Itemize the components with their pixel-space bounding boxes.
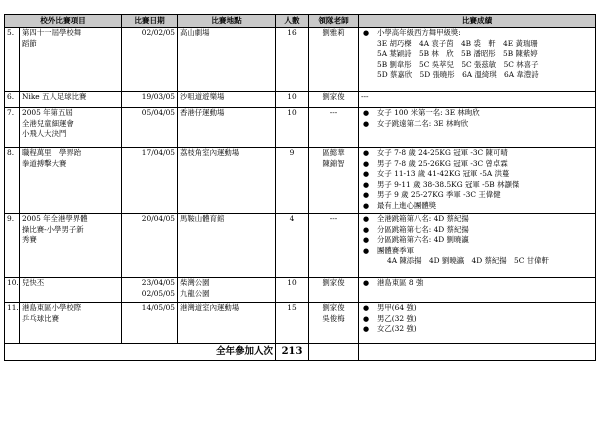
event-name-line: Nike 五人足球比賽 bbox=[22, 92, 87, 101]
teacher-name: 劉家俊 bbox=[322, 92, 345, 101]
event-name-cell bbox=[20, 92, 122, 108]
event-name-line: 兒快丕 bbox=[22, 278, 45, 287]
event-name-cell bbox=[20, 214, 122, 278]
teacher-cell bbox=[309, 148, 359, 214]
participant-count: 10 bbox=[276, 108, 309, 148]
teacher-cell bbox=[309, 278, 359, 303]
total-empty-results bbox=[359, 344, 596, 361]
result-text-line: 5A 葉穎詩 5B 林 欣 5B 潘昭彤 5B 陳紫婷 bbox=[377, 49, 538, 58]
participant-count: 4 bbox=[276, 214, 309, 278]
participant-count: 16 bbox=[276, 28, 309, 92]
total-label: 全年參加人次 bbox=[5, 344, 276, 361]
result-text-line: 3E 胡巧榤 4A 袁子茵 4B 裘 軒 4E 黃瑞珊 bbox=[377, 38, 538, 48]
venue-line: 沙咀道遊樂場 bbox=[180, 92, 225, 101]
row-number: 5. bbox=[5, 28, 20, 92]
event-name-line: 2005 年全港學界體 bbox=[22, 214, 88, 223]
date-line: 14/05/05 bbox=[141, 303, 175, 312]
result-bullet-item: ● 女子 100 米第一名: 3E 林昫欣 bbox=[361, 108, 593, 119]
row-number: 6. bbox=[5, 92, 20, 108]
event-name-line: 秀賽 bbox=[22, 235, 37, 244]
date-line: 17/04/05 bbox=[141, 148, 175, 157]
teacher-name: 劉雅莉 bbox=[322, 28, 345, 37]
results-cell bbox=[359, 108, 596, 148]
results-cell bbox=[359, 92, 596, 108]
competition-records-table bbox=[4, 14, 596, 361]
header-results: 比賽成績 bbox=[359, 15, 596, 28]
total-row bbox=[5, 344, 596, 361]
table-row bbox=[5, 303, 596, 344]
result-text-line: 5B 劉韋彤 5C 吳萃兒 5C 張茲敏 5C 林喜子 bbox=[377, 59, 539, 69]
header-date: 比賽日期 bbox=[122, 15, 178, 28]
teacher-cell bbox=[309, 28, 359, 92]
result-bullet-item: ● 男子 7-8 歲 25-26KG 冠軍 -3C 曾卓霖 bbox=[361, 159, 593, 170]
venue-cell bbox=[178, 28, 276, 92]
venue-line: 柴灣公園 bbox=[180, 278, 210, 287]
venue-cell bbox=[178, 148, 276, 214]
results-cell bbox=[359, 303, 596, 344]
result-bullet-item: ● 港島東區 8 強 bbox=[361, 278, 593, 289]
table-body bbox=[5, 28, 596, 361]
event-name-cell bbox=[20, 148, 122, 214]
event-name-line: 乒乓球比賽 bbox=[22, 313, 59, 323]
date-line: 02/02/05 bbox=[141, 28, 175, 37]
result-bullet-item: ● 女子 7-8 歲 24-25KG 冠軍 -3C 陳可晴 bbox=[361, 148, 593, 159]
event-name-line: 港島東區小學校際 bbox=[22, 303, 82, 312]
result-text-line: --- bbox=[361, 92, 369, 101]
date-line: 05/04/05 bbox=[141, 108, 175, 117]
event-name-line: 2005 年第五屆 bbox=[22, 108, 73, 117]
results-cell bbox=[359, 278, 596, 303]
date-cell bbox=[122, 92, 178, 108]
teacher-name: --- bbox=[329, 214, 338, 223]
results-cell bbox=[359, 28, 596, 92]
venue-cell bbox=[178, 214, 276, 278]
date-cell bbox=[122, 28, 178, 92]
result-bullet-item: ● 小學高年級西方舞甲級獎: bbox=[361, 28, 593, 39]
participant-count: 10 bbox=[276, 92, 309, 108]
teacher-cell bbox=[309, 303, 359, 344]
result-bullet-item: ● 團體賽季軍 bbox=[361, 246, 593, 257]
header-count: 人數 bbox=[276, 15, 309, 28]
venue-line: 荔枝角室內運動場 bbox=[180, 148, 240, 157]
result-bullet-item: ● 女子跳遠第二名: 3E 林昫欣 bbox=[361, 119, 593, 130]
date-cell bbox=[122, 148, 178, 214]
venue-cell bbox=[178, 278, 276, 303]
event-name-line: 第四十一屆學校舞 bbox=[22, 28, 82, 37]
result-text-line: 5D 蔡嘉欣 5D 張曉彤 6A 溫綺琪 6A 韋澧詩 bbox=[377, 70, 539, 79]
event-name-cell bbox=[20, 108, 122, 148]
venue-cell bbox=[178, 92, 276, 108]
date-line: 23/04/05 bbox=[141, 278, 175, 287]
table-header-row bbox=[5, 15, 596, 28]
date-cell bbox=[122, 278, 178, 303]
header-venue: 比賽地點 bbox=[178, 15, 276, 28]
teacher-name: 吳俊梅 bbox=[322, 313, 345, 323]
participant-count: 9 bbox=[276, 148, 309, 214]
result-bullet-item: ● 男甲(64 強) bbox=[361, 303, 593, 314]
venue-cell bbox=[178, 108, 276, 148]
table-row bbox=[5, 148, 596, 214]
table-row bbox=[5, 108, 596, 148]
date-cell bbox=[122, 303, 178, 344]
event-name-line: 蹈節 bbox=[22, 38, 37, 48]
row-number: 10. bbox=[5, 278, 20, 303]
event-name-line: 職程萬里 學界跆 bbox=[22, 148, 82, 157]
result-bullet-item: ● 女子 11-13 歲 41-42KG 冠軍 -5A 洪蔓 bbox=[361, 169, 593, 180]
venue-cell bbox=[178, 303, 276, 344]
venue-line: 九龍公園 bbox=[180, 288, 210, 298]
result-bullet-item: ● 女乙(32 強) bbox=[361, 324, 593, 335]
table-row bbox=[5, 214, 596, 278]
venue-line: 港灣道室內運動場 bbox=[180, 303, 240, 312]
venue-line: 香港仔運動場 bbox=[180, 108, 225, 117]
participant-count: 10 bbox=[276, 278, 309, 303]
event-name-cell bbox=[20, 303, 122, 344]
table-row bbox=[5, 92, 596, 108]
result-bullet-item: ● 最有上進心團體獎 bbox=[361, 201, 593, 212]
venue-line: 高山劇場 bbox=[180, 28, 210, 37]
results-cell bbox=[359, 148, 596, 214]
row-number: 11. bbox=[5, 303, 20, 344]
date-line: 19/03/05 bbox=[141, 92, 175, 101]
teacher-name: 劉家俊 bbox=[322, 278, 345, 287]
results-cell bbox=[359, 214, 596, 278]
result-bullet-item: ● 男乙(32 強) bbox=[361, 314, 593, 325]
participant-count: 15 bbox=[276, 303, 309, 344]
row-number: 8. bbox=[5, 148, 20, 214]
result-text-line: 4A 陳添揚 4D 劉曉瀛 4D 蔡紀揚 5C 甘偉軒 bbox=[387, 256, 549, 265]
date-cell bbox=[122, 108, 178, 148]
date-cell bbox=[122, 214, 178, 278]
event-name-cell bbox=[20, 278, 122, 303]
teacher-name: 劉家俊 bbox=[322, 303, 345, 312]
row-number: 9. bbox=[5, 214, 20, 278]
venue-line: 馬鞍山體育館 bbox=[180, 214, 225, 223]
event-name-line: 拳道搏擊大賽 bbox=[22, 158, 67, 168]
teacher-cell bbox=[309, 92, 359, 108]
result-bullet-item: ● 男子 9 歲 25-27KG 季軍 -3C 王偉健 bbox=[361, 190, 593, 201]
result-bullet-item: ● 分區跳箱第六名: 4D 劉曉瀛 bbox=[361, 235, 593, 246]
teacher-name: 區懿華 bbox=[322, 148, 345, 157]
event-name-line: 操比賽-小學男子新 bbox=[22, 224, 84, 234]
teacher-name: --- bbox=[329, 108, 338, 117]
result-bullet-item: ● 全港跳箱第八名: 4D 蔡紀揚 bbox=[361, 214, 593, 225]
date-line: 02/05/05 bbox=[141, 288, 175, 298]
total-empty-teacher bbox=[309, 344, 359, 361]
result-bullet-item: ● 分區跳箱第七名: 4D 蔡紀揚 bbox=[361, 225, 593, 236]
event-name-cell bbox=[20, 28, 122, 92]
teacher-name: 陳錦智 bbox=[322, 158, 345, 168]
teacher-cell bbox=[309, 214, 359, 278]
event-name-line: 全港兒童細運會 bbox=[22, 118, 74, 128]
date-line: 20/04/05 bbox=[141, 214, 175, 223]
header-teacher: 領隊老師 bbox=[309, 15, 359, 28]
teacher-cell bbox=[309, 108, 359, 148]
row-number: 7. bbox=[5, 108, 20, 148]
event-name-line: 小飛人大決鬥 bbox=[22, 129, 67, 138]
table-row bbox=[5, 278, 596, 303]
result-bullet-item: ● 男子 9-11 歲 38-38.5KG 冠軍 -5B 林灝傑 bbox=[361, 180, 593, 191]
table-row bbox=[5, 28, 596, 92]
total-value: 213 bbox=[276, 344, 309, 361]
header-event: 校外比賽項目 bbox=[5, 15, 122, 28]
